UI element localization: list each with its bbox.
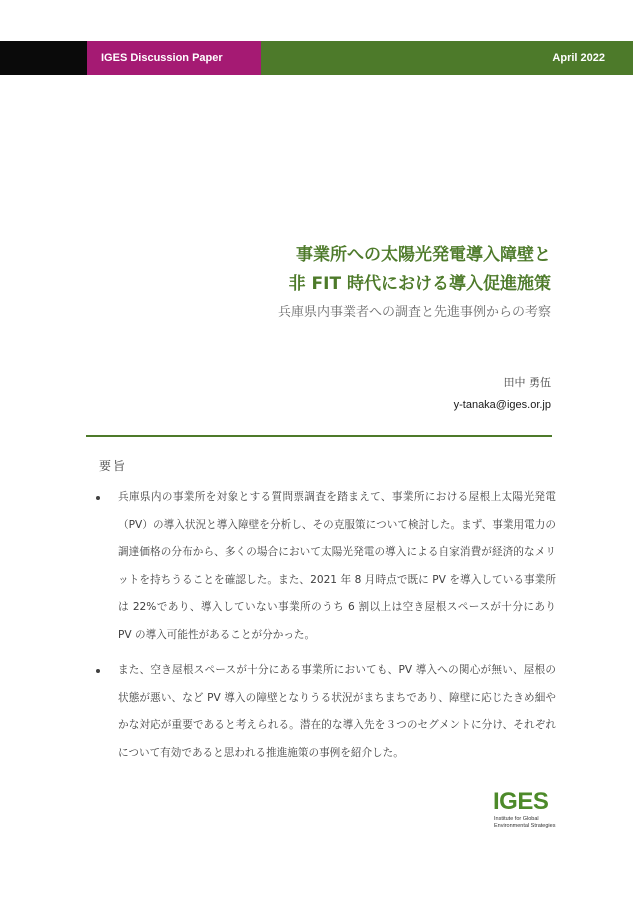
logo-tagline: [494, 816, 574, 829]
abstract-heading: 要旨: [99, 459, 128, 473]
author-email[interactable]: y-tanaka@iges.or.jp: [453, 399, 551, 411]
section-divider: [86, 435, 552, 437]
logo-tagline-line-2: Environmental Strategies: [494, 822, 556, 829]
author-name: 田中 勇伍: [503, 376, 551, 389]
bullet-dot-icon: [96, 669, 100, 673]
series-label: IGES Discussion Paper: [101, 52, 223, 64]
bullet-dot-icon: [96, 496, 100, 500]
header-bar: [0, 41, 633, 75]
abstract-bullet-text: 兵庫県内の事業所を対象とする質問票調査を踏まえて、事業所における屋根上太陽光発電（PV）の導入状況と導入障壁を分析し、その克服策について検討した。まず、事業用電力の調達価格の分布から、多くの場合において太陽光発電の導入による自家消費が経済的なメリットを持ちうることを確認した。また、2021 年 8 月時点で既に PV を導入している事業所は 22%であり、導入していない事業所のうち 6 割以上は空き屋根スペースが十分にあり PV の導入可能性があることが分かった。: [118, 491, 556, 641]
abstract-bullet-2: [96, 657, 556, 767]
abstract-bullet-1: [96, 484, 556, 649]
paper-subtitle: 兵庫県内事業者への調査と先進事例からの考察: [277, 305, 551, 320]
abstract-bullet-text: また、空き屋根スペースが十分にある事業所においても、PV 導入への関心が無い、屋根の状態が悪い、など PV 導入の障壁となりうる状況がまちまちであり、障壁に応じたきめ細やかな対応が重要であると考えられる。潜在的な導入先を３つのセグメントに分け、それぞれについて有効であると思われる推進施策の事例を紹介した。: [118, 664, 556, 759]
header-black-block: [0, 41, 87, 75]
iges-logo: [493, 789, 573, 835]
paper-title-line-2: 非 FIT 時代における導入促進施策: [288, 274, 551, 294]
logo-tagline-line-1: Institute for Global: [494, 816, 539, 822]
publication-date: April 2022: [552, 52, 605, 64]
paper-title: [289, 241, 551, 299]
paper-title-line-1: 事業所への太陽光発電導入障壁と: [296, 245, 551, 265]
logo-wordmark: IGES: [493, 788, 549, 815]
abstract-bullet-list: [96, 484, 556, 775]
